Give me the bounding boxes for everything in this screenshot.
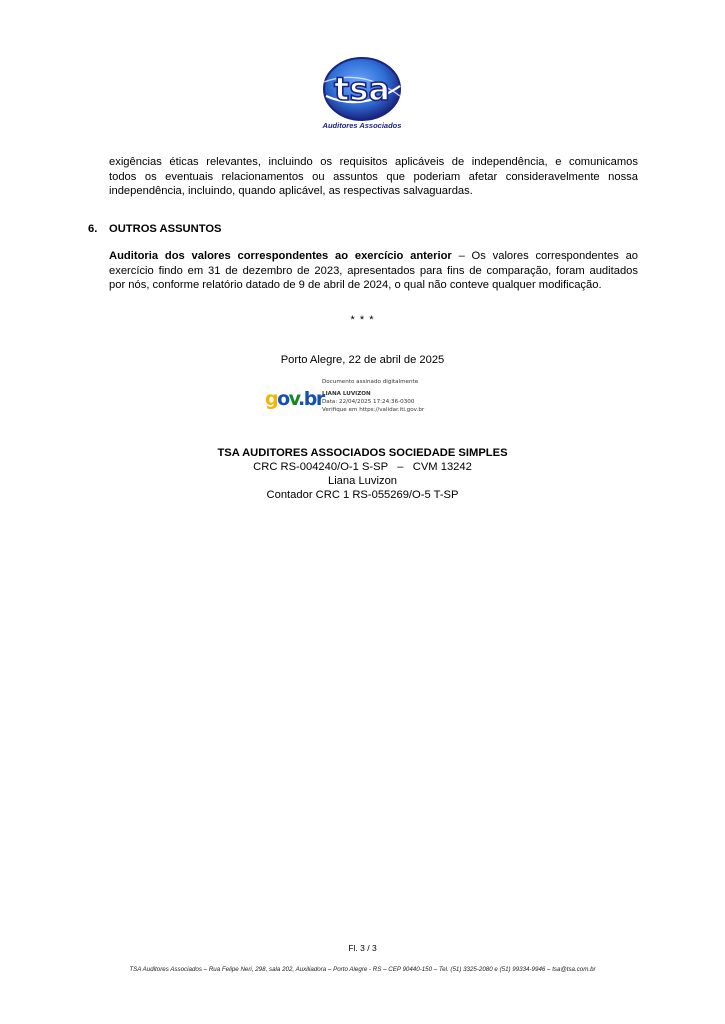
logo-caption: Auditores Associados [322, 121, 402, 130]
tsa-logo [312, 56, 412, 134]
signature-date: Data: 22/04/2025 17:24:36-0300 [322, 399, 415, 405]
prior-year-paragraph [109, 249, 638, 293]
logo-wordmark: tsa [334, 70, 390, 108]
section-number: 6. [88, 223, 98, 235]
govbr-logo: gov.br [265, 388, 324, 410]
section-title: OUTROS ASSUNTOS [109, 223, 222, 235]
place-date: Porto Alegre, 22 de abril de 2025 [280, 354, 445, 366]
section-heading [88, 223, 222, 235]
paragraph-line: todos os eventuais relacionamentos ou assuntos que poderiam afetar consideravelmente nossa [109, 170, 638, 183]
ethics-paragraph [109, 155, 638, 199]
paragraph-line: exercício findo em 31 de dezembro de 2023, apresentados para fins de comparação, foram auditados [109, 264, 638, 277]
company-registration: CRC RS-004240/O-1 S-SP – CVM 13242 [253, 461, 472, 473]
paragraph-bold-lead: Auditoria dos valores correspondentes ao exercício anterior [109, 250, 452, 262]
signer-role: Contador CRC 1 RS-055269/O-5 T-SP [266, 489, 459, 501]
signature-caption: Documento assinado digitalmente [322, 379, 419, 385]
company-name: TSA AUDITORES ASSOCIADOS SOCIEDADE SIMPLES [217, 447, 508, 459]
page-footer: TSA Auditores Associados – Rua Felipe Neri, 298, sala 202, Auxiliadora – Porto Alegre - RS – CEP 90440-150 – Tel. (51) 3325-2080 e (51) 99334-9946 – tsa@tsa.com.br [129, 966, 596, 973]
signer-full-name: Liana Luvizon [327, 475, 398, 487]
signature-details [322, 378, 424, 414]
paragraph-lead-rest: – Os valores correspondentes ao [451, 250, 639, 262]
page-number: Fl. 3 / 3 [348, 943, 377, 953]
paragraph-line: por nós, conforme relatório datado de 9 de abril de 2024, o qual não conteve qualquer modificação. [109, 279, 602, 292]
digital-signature-stamp [265, 378, 465, 422]
verify-url: Verifique em https://validar.iti.gov.br [322, 407, 425, 413]
paragraph-line: exigências éticas relevantes, incluindo os requisitos aplicáveis de independência, e comunicamos [109, 156, 638, 168]
tsa-logo-mark [312, 56, 412, 122]
paragraph-line: independência, incluindo, quando aplicável, as respectivas salvaguardas. [109, 185, 473, 198]
signer-name: LIANA LUVIZON [322, 391, 371, 397]
separator: * * * [350, 314, 375, 326]
paragraph-line [109, 249, 638, 264]
